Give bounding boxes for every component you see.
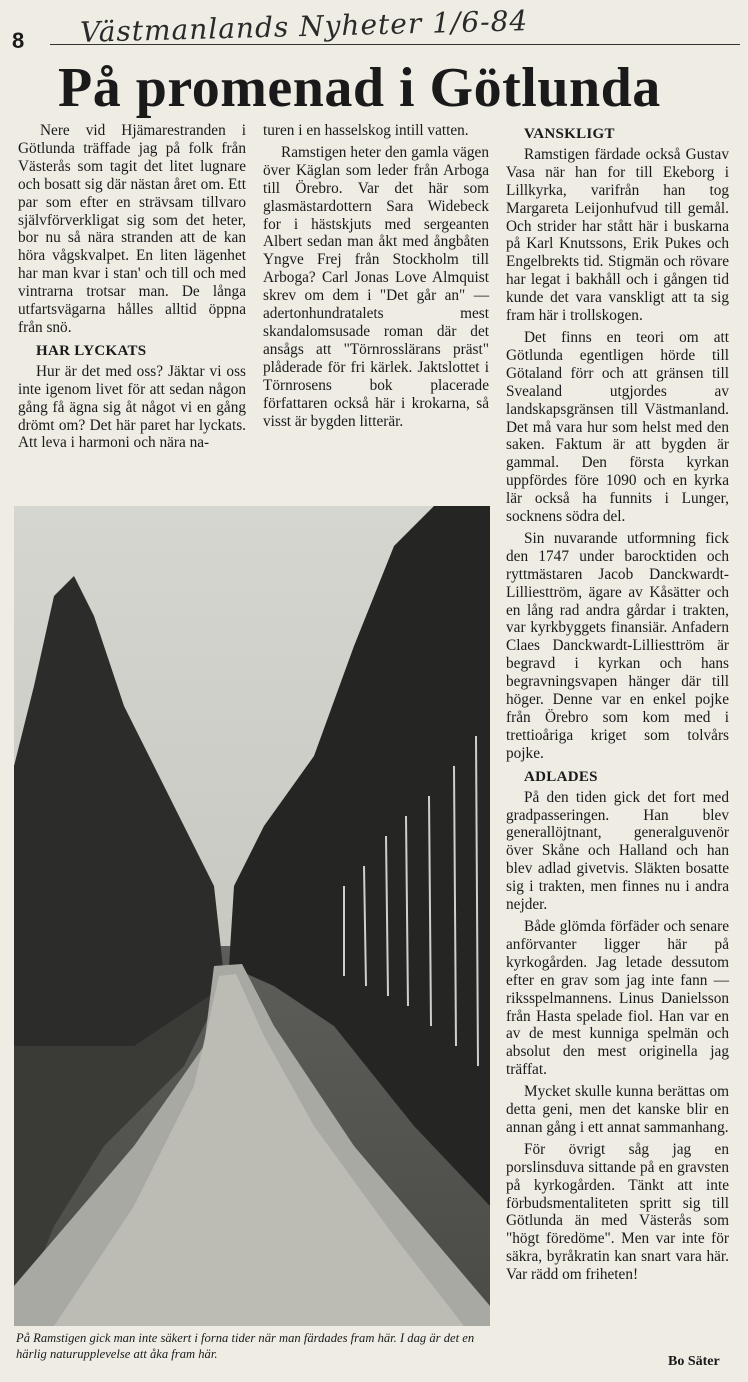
handwritten-source-note: Västmanlands Nyheter 1/6-84 (79, 4, 529, 49)
paragraph: Både glömda förfäder och senare anförvanter ligger här på kyrkogården. Jag letade dessutom efter en grav som jag inte fann — riksspelmannens. Linus Danielsson från Hasta spelade fiol. Han var en av de mest kunniga spelmän och absolut den mest originella jag träffat. (506, 917, 729, 1079)
paragraph: Sin nuvarande utformning fick den 1747 under barocktiden och ryttmästaren Jacob Danckwardt-Lilliesttröm, ägare av Kåsätter och en lång rad andra gårdar i trakten, var kyrkbyggets finansiär. Anfadern Claes Danckwardt-Lilliesttröm är begravd i kyrkan och hans begravningsvapen hänger där till höger. Denne var en enkel pojke från Örebro som kom med i trettioåriga kriget som tolvårs pojke. (506, 529, 729, 762)
paragraph: Ramstigen färdade också Gustav Vasa när han for till Ekeborg i Lillkyrka, varifrån han tog Margareta Leijonhufvud till gemål. Och strider har stått här i buskarna på Karl Knutssons, Erik Pukes och Engelbrekts tid. Stigmän och rövare har legat i bakhåll och i gången tid kunde det vara vanskligt att ta sig fram här i trollskogen. (506, 145, 729, 325)
paragraph: Det finns en teori om att Götlunda egentligen hörde till Götaland förr och att gränsen till Svealand utgjordes av landskapsgränsen till Västmanland. Det må vara hur som helst med den saken. Faktum är att bygden är gammal. Den första kyrkan uppfördes före 1090 och en kyrka lär också ha funnits i Lunger, socknens södra del. (506, 328, 729, 526)
paragraph: turen i en hasselskog intill vatten. (263, 122, 469, 139)
paragraph: Mycket skulle kunna berättas om detta geni, men det kanske blir en annan gång i ett annat sammanhang. (506, 1083, 729, 1136)
paragraph: Hur är det med oss? Jäktar vi oss inte igenom livet för att sedan någon gång få ägna sig åt något vi en gång drömt om? Det här paret har lyckats. Att leva i harmoni och nära na- (18, 362, 246, 452)
subhead: ADLADES (524, 768, 598, 785)
page-number: 8 (12, 28, 25, 53)
photo-illustration (14, 506, 490, 1326)
paragraph: På den tiden gick det fort med gradpasseringen. Han blev generallöjtnant, generalguvenör över Skåne och Halland och han blev adlad givetvis. Släkten bosatte sig i trakten, men finnes nu i andra nejder. (506, 788, 729, 914)
paragraph: Nere vid Hjämarestranden i Götlunda träffade jag på folk från Västerås som tagit det litet lugnare och bosatt sig där nästan året om. Ett par som efter en strävsam tillvaro självförverkligat sig som det heter, bor nu så nära stranden att de kan höra vågskvalpet. En liten lägenhet har man kvar i stan' och till och med vintrarna trotsar man. De långa utfartsvägarna hålles alltid öppna från snö. (18, 122, 246, 336)
column-3 (506, 122, 729, 1288)
forest-road-photo (14, 506, 490, 1326)
headline: På promenad i Götlunda (58, 57, 661, 119)
column-1 (18, 122, 246, 456)
column-2 (263, 122, 489, 434)
photo-caption: På Ramstigen gick man inte säkert i forna tider när man färdades fram här. I dag är det en härlig naturupplevelse att åka fram här. (16, 1331, 475, 1361)
subhead: VANSKLIGT (524, 126, 615, 142)
paragraph: För övrigt såg jag en porslinsduva sittande på en gravsten på kyrkogården. Tänkt att inte förbudsmentaliteten spritt sig till Götlunda än med Västerås som "högt föredöme". Men var inte för säkra, byråkratin kan snart vara här. Var rädd om friheten! (506, 1140, 729, 1284)
subhead: HAR LYCKATS (36, 342, 147, 359)
byline: Bo Säter (668, 1354, 720, 1369)
top-rule (50, 44, 740, 45)
paragraph: Ramstigen heter den gamla vägen över Käglan som leder från Arboga till Örebro. Var det här som glasmästardottern Sara Widebeck for i hästskjuts med sergeanten Albert sedan man åkt med ångbåten Yngve Frej från Stockholm till Arboga? Carl Jonas Love Almquist skrev om dem i "Det går an" — adertonhundratalets mest skandalomsusade roman där det ansågs att "Törnrosslärans präst" plåderade för fri kärlek. Jaktslottet i Törnrosens bok placerade författaren också här i krokarna, så visst är bygden litterär. (263, 143, 489, 430)
